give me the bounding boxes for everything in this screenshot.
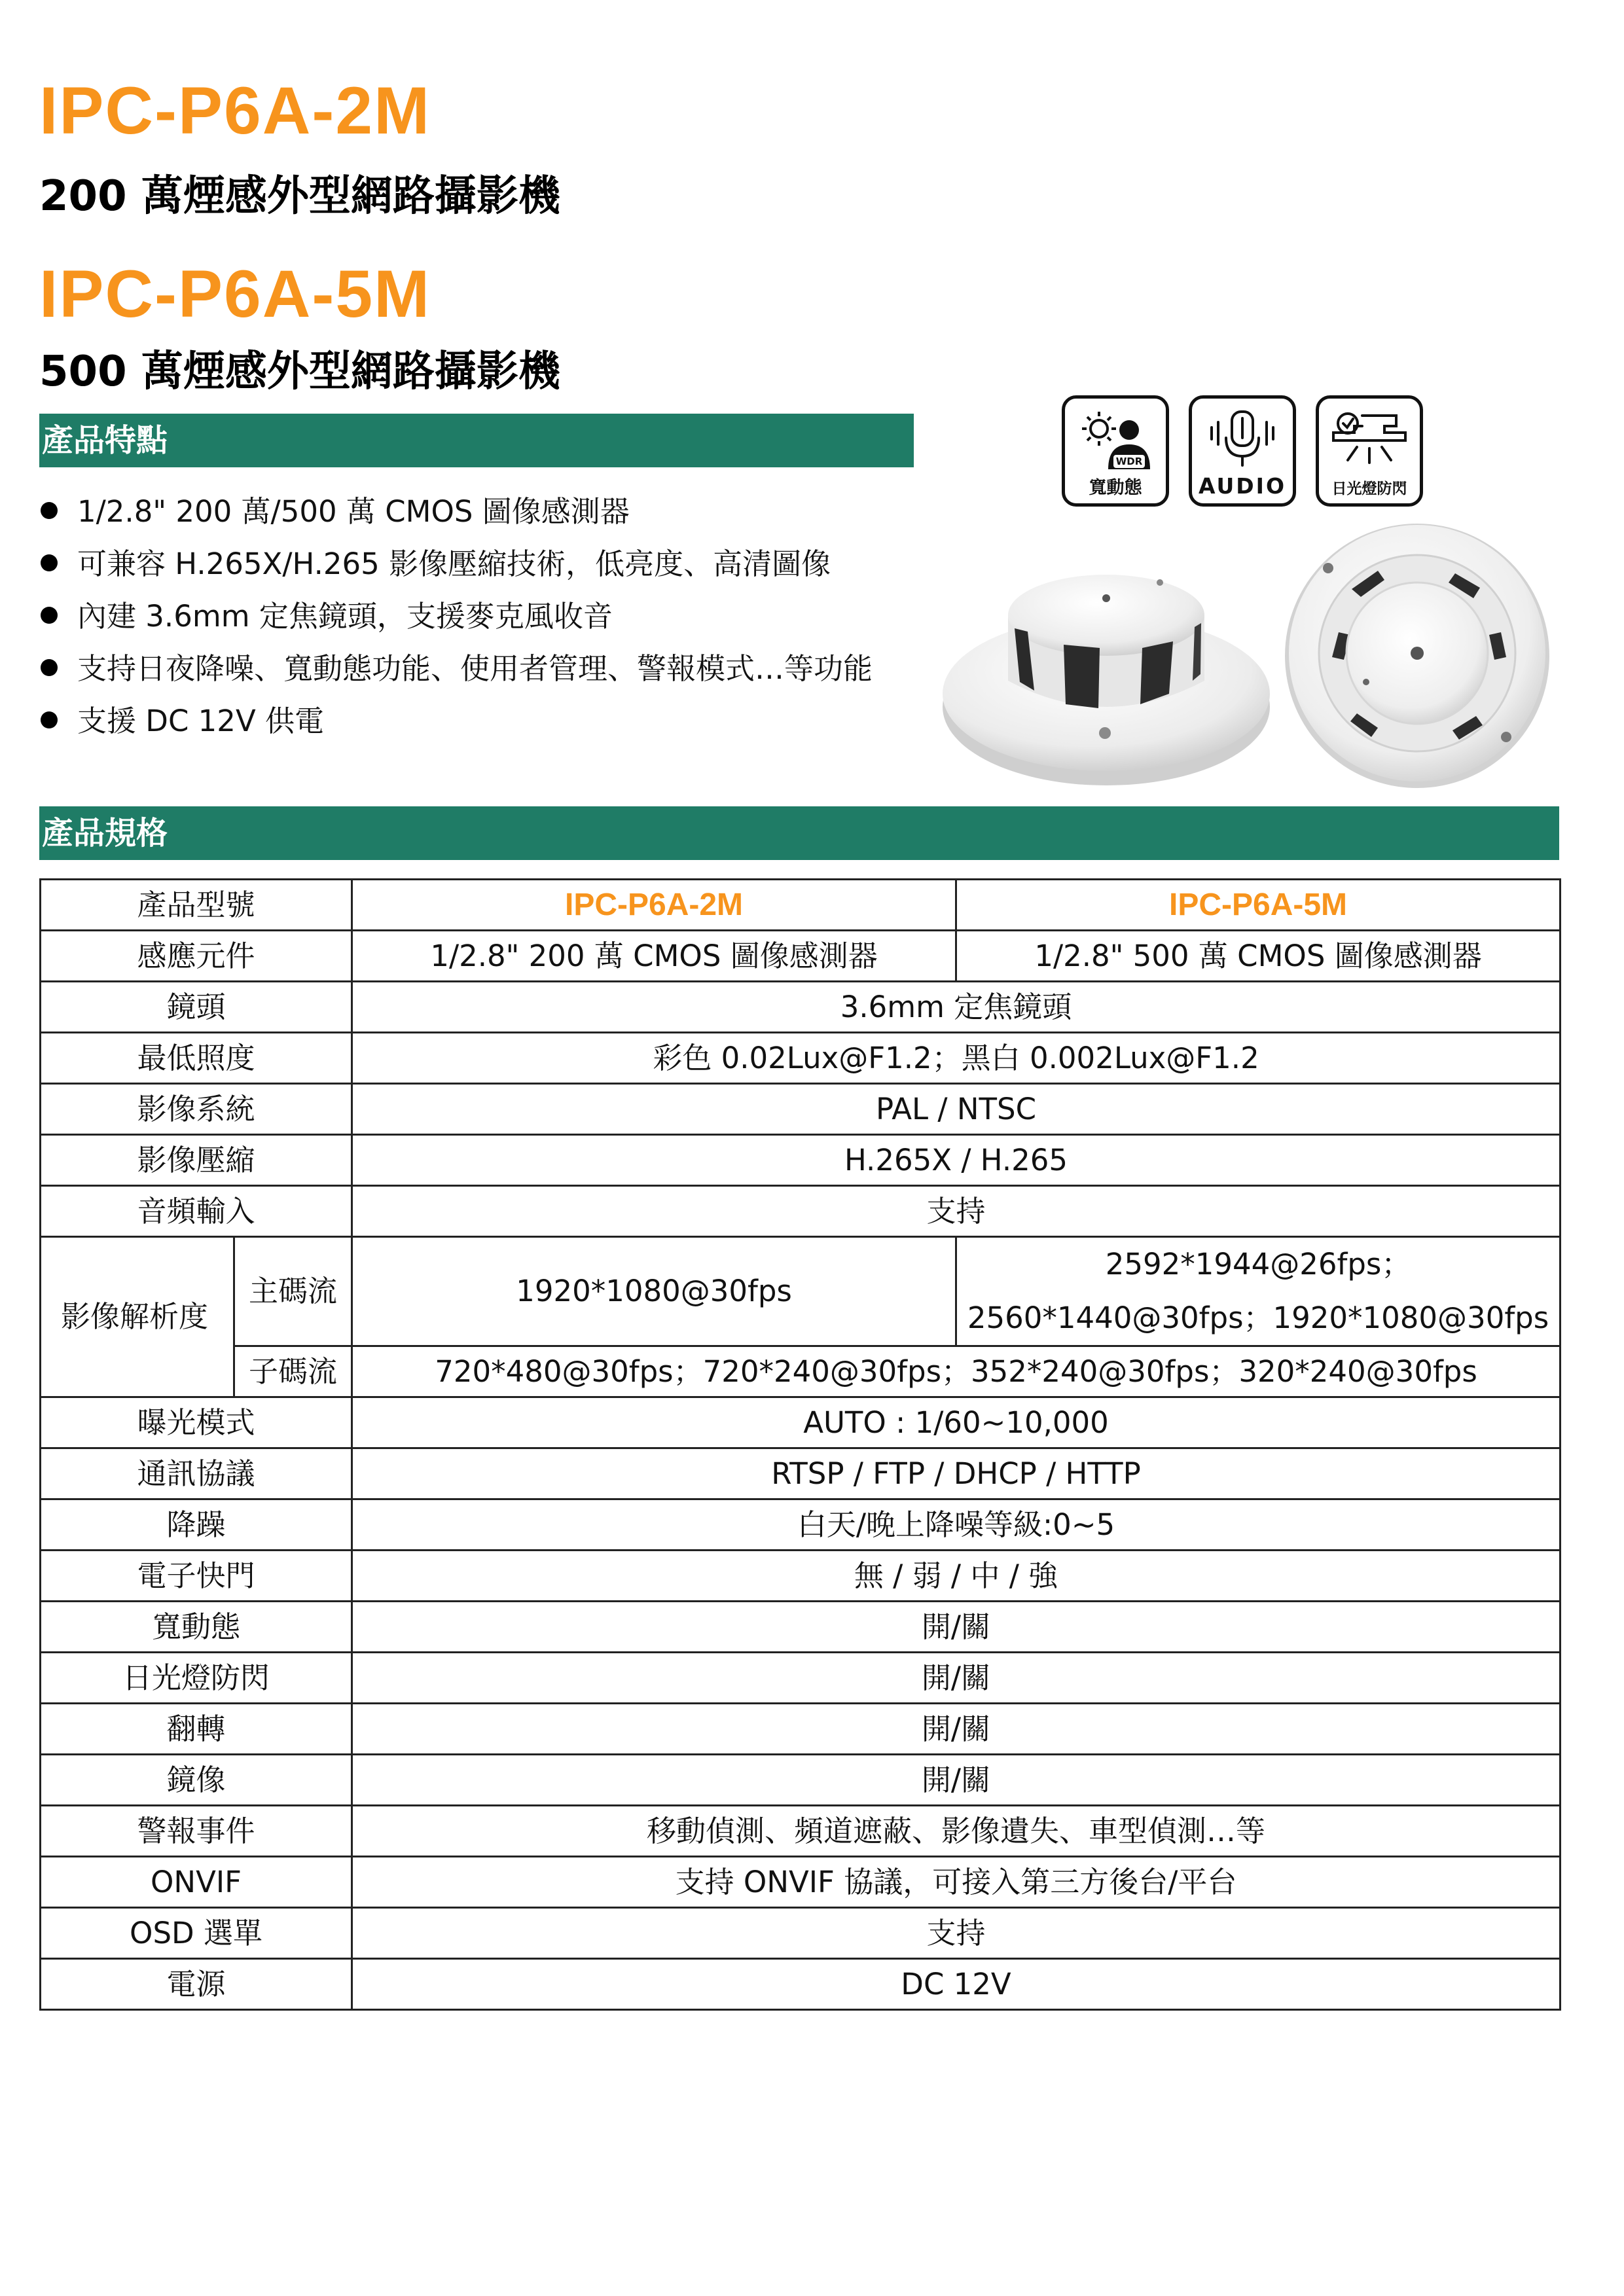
feature-item: [41, 486, 873, 538]
feature-item: [41, 695, 873, 747]
feature-list: [41, 486, 873, 747]
spec-value: RTSP / FTP / DHCP / HTTP: [352, 1448, 1561, 1499]
spec-label: 警報事件: [41, 1806, 352, 1857]
spec-value: 白天/晚上降噪等級:0~5: [352, 1499, 1561, 1551]
spec-value: 移動偵測、頻道遮蔽、影像遺失、車型偵測…等: [352, 1806, 1561, 1857]
bullet-icon: [41, 659, 58, 676]
table-row: [41, 931, 1561, 982]
features-section-header: 產品特點: [39, 414, 914, 467]
feature-item: [41, 643, 873, 695]
model-subtitle-2m: 200 萬煙感外型網路攝影機: [39, 172, 560, 221]
wdr-icon: [1062, 395, 1169, 507]
spec-label: ONVIF: [41, 1857, 352, 1908]
table-row: [41, 1397, 1561, 1448]
audio-caption: AUDIO: [1198, 473, 1287, 499]
spec-label: 寬動態: [41, 1602, 352, 1653]
spec-label: 最低照度: [41, 1033, 352, 1084]
spec-value: H.265X / H.265: [352, 1135, 1561, 1186]
feature-text: 1/2.8" 200 萬/500 萬 CMOS 圖像感測器: [77, 494, 630, 529]
table-row: [41, 1857, 1561, 1908]
table-row: [41, 1959, 1561, 2010]
spec-value: 彩色 0.02Lux@F1.2；黑白 0.002Lux@F1.2: [352, 1033, 1561, 1084]
spec-value: 720*480@30fps；720*240@30fps；352*240@30fps；320*240@30fps: [352, 1346, 1561, 1397]
spec-label: 鏡頭: [41, 982, 352, 1033]
spec-value: 開/關: [352, 1755, 1561, 1806]
spec-label: 翻轉: [41, 1704, 352, 1755]
table-row: [41, 1186, 1561, 1237]
table-row: [41, 982, 1561, 1033]
bullet-icon: [41, 711, 58, 728]
spec-label: 產品型號: [41, 880, 352, 931]
feature-text: 可兼容 H.265X/H.265 影像壓縮技術，低亮度、高清圖像: [77, 547, 831, 581]
spec-sublabel: 子碼流: [234, 1346, 352, 1397]
table-row: [41, 1346, 1561, 1397]
bullet-icon: [41, 554, 58, 571]
camera-bottom-photo: [1280, 517, 1555, 792]
model-subtitle-5m: 500 萬煙感外型網路攝影機: [39, 348, 560, 396]
spec-value: 無 / 弱 / 中 / 強: [352, 1551, 1561, 1602]
spec-label: 鏡像: [41, 1755, 352, 1806]
spec-value: DC 12V: [352, 1959, 1561, 2010]
table-row: [41, 1602, 1561, 1653]
table-row: [41, 1448, 1561, 1499]
spec-value: 支持: [352, 1908, 1561, 1959]
spec-value: 支持 ONVIF 協議，可接入第三方後台/平台: [352, 1857, 1561, 1908]
model-column-5m: IPC-P6A-5M: [956, 880, 1561, 931]
table-row: [41, 1908, 1561, 1959]
table-row: [41, 1237, 1561, 1346]
spec-value: 開/關: [352, 1704, 1561, 1755]
anti-flicker-caption: 日光燈防閃: [1331, 480, 1407, 497]
model-column-2m: IPC-P6A-2M: [352, 880, 956, 931]
table-row: [41, 1806, 1561, 1857]
spec-label: 電子快門: [41, 1551, 352, 1602]
wdr-caption: 寬動態: [1089, 478, 1142, 498]
spec-value: AUTO : 1/60~10,000: [352, 1397, 1561, 1448]
feature-item: [41, 538, 873, 590]
spec-label: 音頻輸入: [41, 1186, 352, 1237]
table-row: [41, 880, 1561, 931]
feature-text: 支援 DC 12V 供電: [77, 704, 325, 738]
spec-label: 通訊協議: [41, 1448, 352, 1499]
spec-label: OSD 選單: [41, 1908, 352, 1959]
spec-label: 降躁: [41, 1499, 352, 1551]
spec-value-line: 2592*1944@26fps；: [1105, 1247, 1411, 1282]
camera-side-photo: [929, 517, 1283, 805]
feature-item: [41, 590, 873, 643]
spec-label: 影像解析度: [41, 1237, 234, 1397]
spec-value: 開/關: [352, 1602, 1561, 1653]
model-title-5m: IPC-P6A-5M: [39, 257, 431, 331]
bullet-icon: [41, 607, 58, 624]
spec-label: 感應元件: [41, 931, 352, 982]
spec-table: [39, 878, 1561, 2011]
wdr-badge: WDR: [1115, 456, 1143, 467]
spec-sublabel: 主碼流: [234, 1237, 352, 1346]
feature-text: 內建 3.6mm 定焦鏡頭，支援麥克風收音: [77, 599, 613, 634]
table-row: [41, 1499, 1561, 1551]
spec-value: 3.6mm 定焦鏡頭: [352, 982, 1561, 1033]
table-row: [41, 1033, 1561, 1084]
anti-flicker-icon: [1316, 395, 1423, 507]
table-row: [41, 1135, 1561, 1186]
spec-label: 電源: [41, 1959, 352, 2010]
spec-value: 1920*1080@30fps: [352, 1237, 956, 1346]
spec-value: 1/2.8" 200 萬 CMOS 圖像感測器: [352, 931, 956, 982]
spec-label: 影像壓縮: [41, 1135, 352, 1186]
spec-value: 1/2.8" 500 萬 CMOS 圖像感測器: [956, 931, 1561, 982]
table-row: [41, 1551, 1561, 1602]
spec-value-line: 2560*1440@30fps；1920*1080@30fps: [967, 1300, 1549, 1335]
spec-value: [956, 1237, 1561, 1346]
bullet-icon: [41, 502, 58, 519]
spec-label: 影像系統: [41, 1084, 352, 1135]
audio-icon: [1189, 395, 1296, 507]
model-title-2m: IPC-P6A-2M: [39, 73, 431, 148]
table-row: [41, 1755, 1561, 1806]
table-row: [41, 1653, 1561, 1704]
spec-label: 曝光模式: [41, 1397, 352, 1448]
spec-label: 日光燈防閃: [41, 1653, 352, 1704]
feature-text: 支持日夜降噪、寬動態功能、使用者管理、警報模式…等功能: [77, 651, 873, 686]
table-row: [41, 1704, 1561, 1755]
spec-value: PAL / NTSC: [352, 1084, 1561, 1135]
specs-section-header: 產品規格: [39, 806, 1559, 860]
spec-value: 開/關: [352, 1653, 1561, 1704]
table-row: [41, 1084, 1561, 1135]
spec-value: 支持: [352, 1186, 1561, 1237]
